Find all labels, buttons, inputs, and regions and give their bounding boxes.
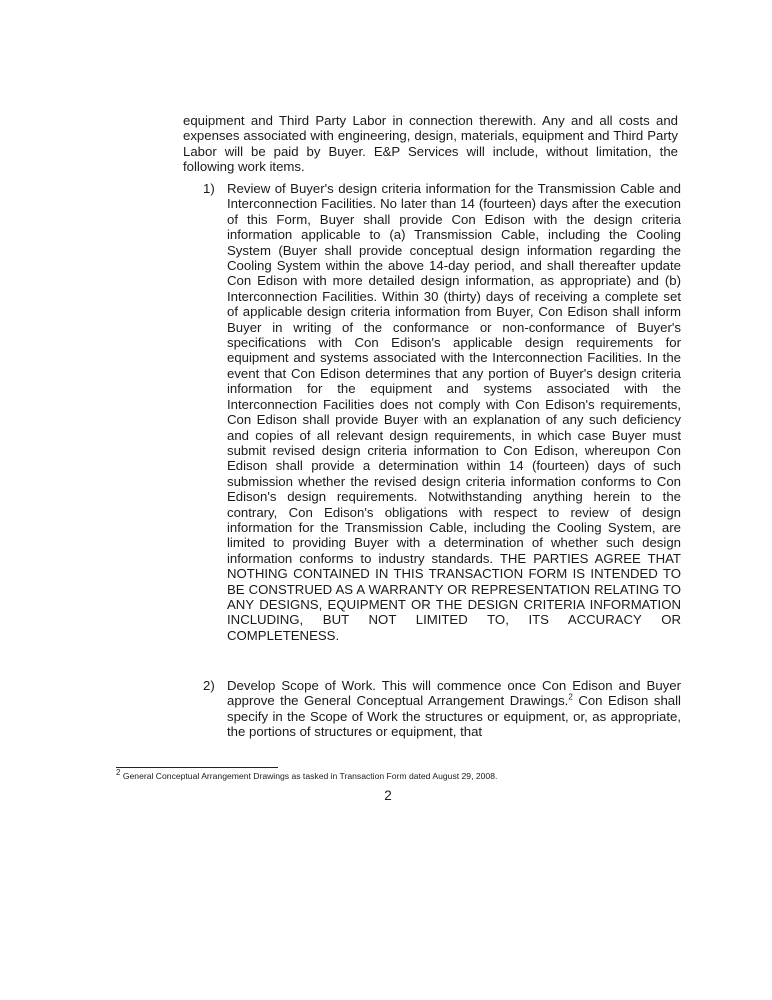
footnote-text: General Conceptual Arrangement Drawings as tasked in Transaction Form dated August 29, 2008.	[120, 771, 498, 781]
footnote	[116, 768, 676, 782]
intro-paragraph: equipment and Third Party Labor in connection therewith. Any and all costs and expenses associated with engineering, design, materials, equipment and Third Party Labor will be paid by Buyer. E&P Services will include, without limitation, the following work items.	[183, 113, 678, 175]
page-number: 2	[384, 788, 392, 803]
list-item	[203, 181, 681, 643]
list-item-number: 2)	[203, 678, 215, 693]
list-item	[203, 678, 681, 740]
list-item-text: Develop Scope of Work. This will commence once Con Edison and Buyer approve the General Conceptual Arrangement Drawings.	[227, 678, 681, 709]
disclaimer-text: THE PARTIES AGREE THAT NOTHING CONTAINED IN THIS TRANSACTION FORM IS INTENDED TO BE CONSTRUED AS A WARRANTY OR REPRESENTATION RELATING TO ANY DESIGNS, EQUIPMENT OR THE DESIGN CRITERIA INFORMATION INCLUDING, BUT NOT LIMITED TO, ITS ACCURACY OR COMPLETENESS.	[227, 550, 681, 643]
list-item-text-continued: Con Edison shall specify in the Scope of Work the structures or equipment, or, as appropriate, the portions of structures or equipment, that	[227, 693, 681, 740]
footnote-marker: 2	[116, 768, 121, 778]
footnote-divider	[116, 767, 278, 768]
list-item-body	[227, 181, 681, 643]
footnote-reference: 2	[568, 693, 573, 703]
list-item-number: 1)	[203, 181, 215, 196]
list-item-body	[227, 678, 681, 740]
list-item-text: Review of Buyer's design criteria information for the Transmission Cable and Interconnection Facilities. No later than 14 (fourteen) days after the execution of this Form, Buyer shall provide Con Edison with the design criteria information applicable to (a) Transmission Cable, including the Cooling System (Buyer shall provide conceptual design information regarding the Cooling System within the above 14-day period, and shall thereafter update Con Edison with more detailed design information, as appropriate) and (b) Interconnection Facilities. Within 30 (thirty) days of receiving a complete set of applicable design criteria information from Buyer, Con Edison shall inform Buyer in writing of the conformance or non-conformance of Buyer's specifications with Con Edison's applicable design requirements for equipment and systems associated with the Interconnection Facilities. In the event that Con Edison determines that any portion of Buyer's design criteria information for the equipment and systems associated with the Interconnection Facilities does not comply with Con Edison's requirements, Con Edison shall provide Buyer with an explanation of any such deficiency and copies of all relevant design requirements, in which case Buyer must submit revised design criteria information to Con Edison, whereupon Con Edison shall provide a determination within 14 (fourteen) days of such submission whether the revised design criteria information conforms to Con Edison's design requirements. Notwithstanding anything herein to the contrary, Con Edison's obligations with respect to review of design information for the Transmission Cable, including the Cooling System, are limited to providing Buyer with a determination of whether such design information conforms to industry standards.	[227, 181, 681, 566]
